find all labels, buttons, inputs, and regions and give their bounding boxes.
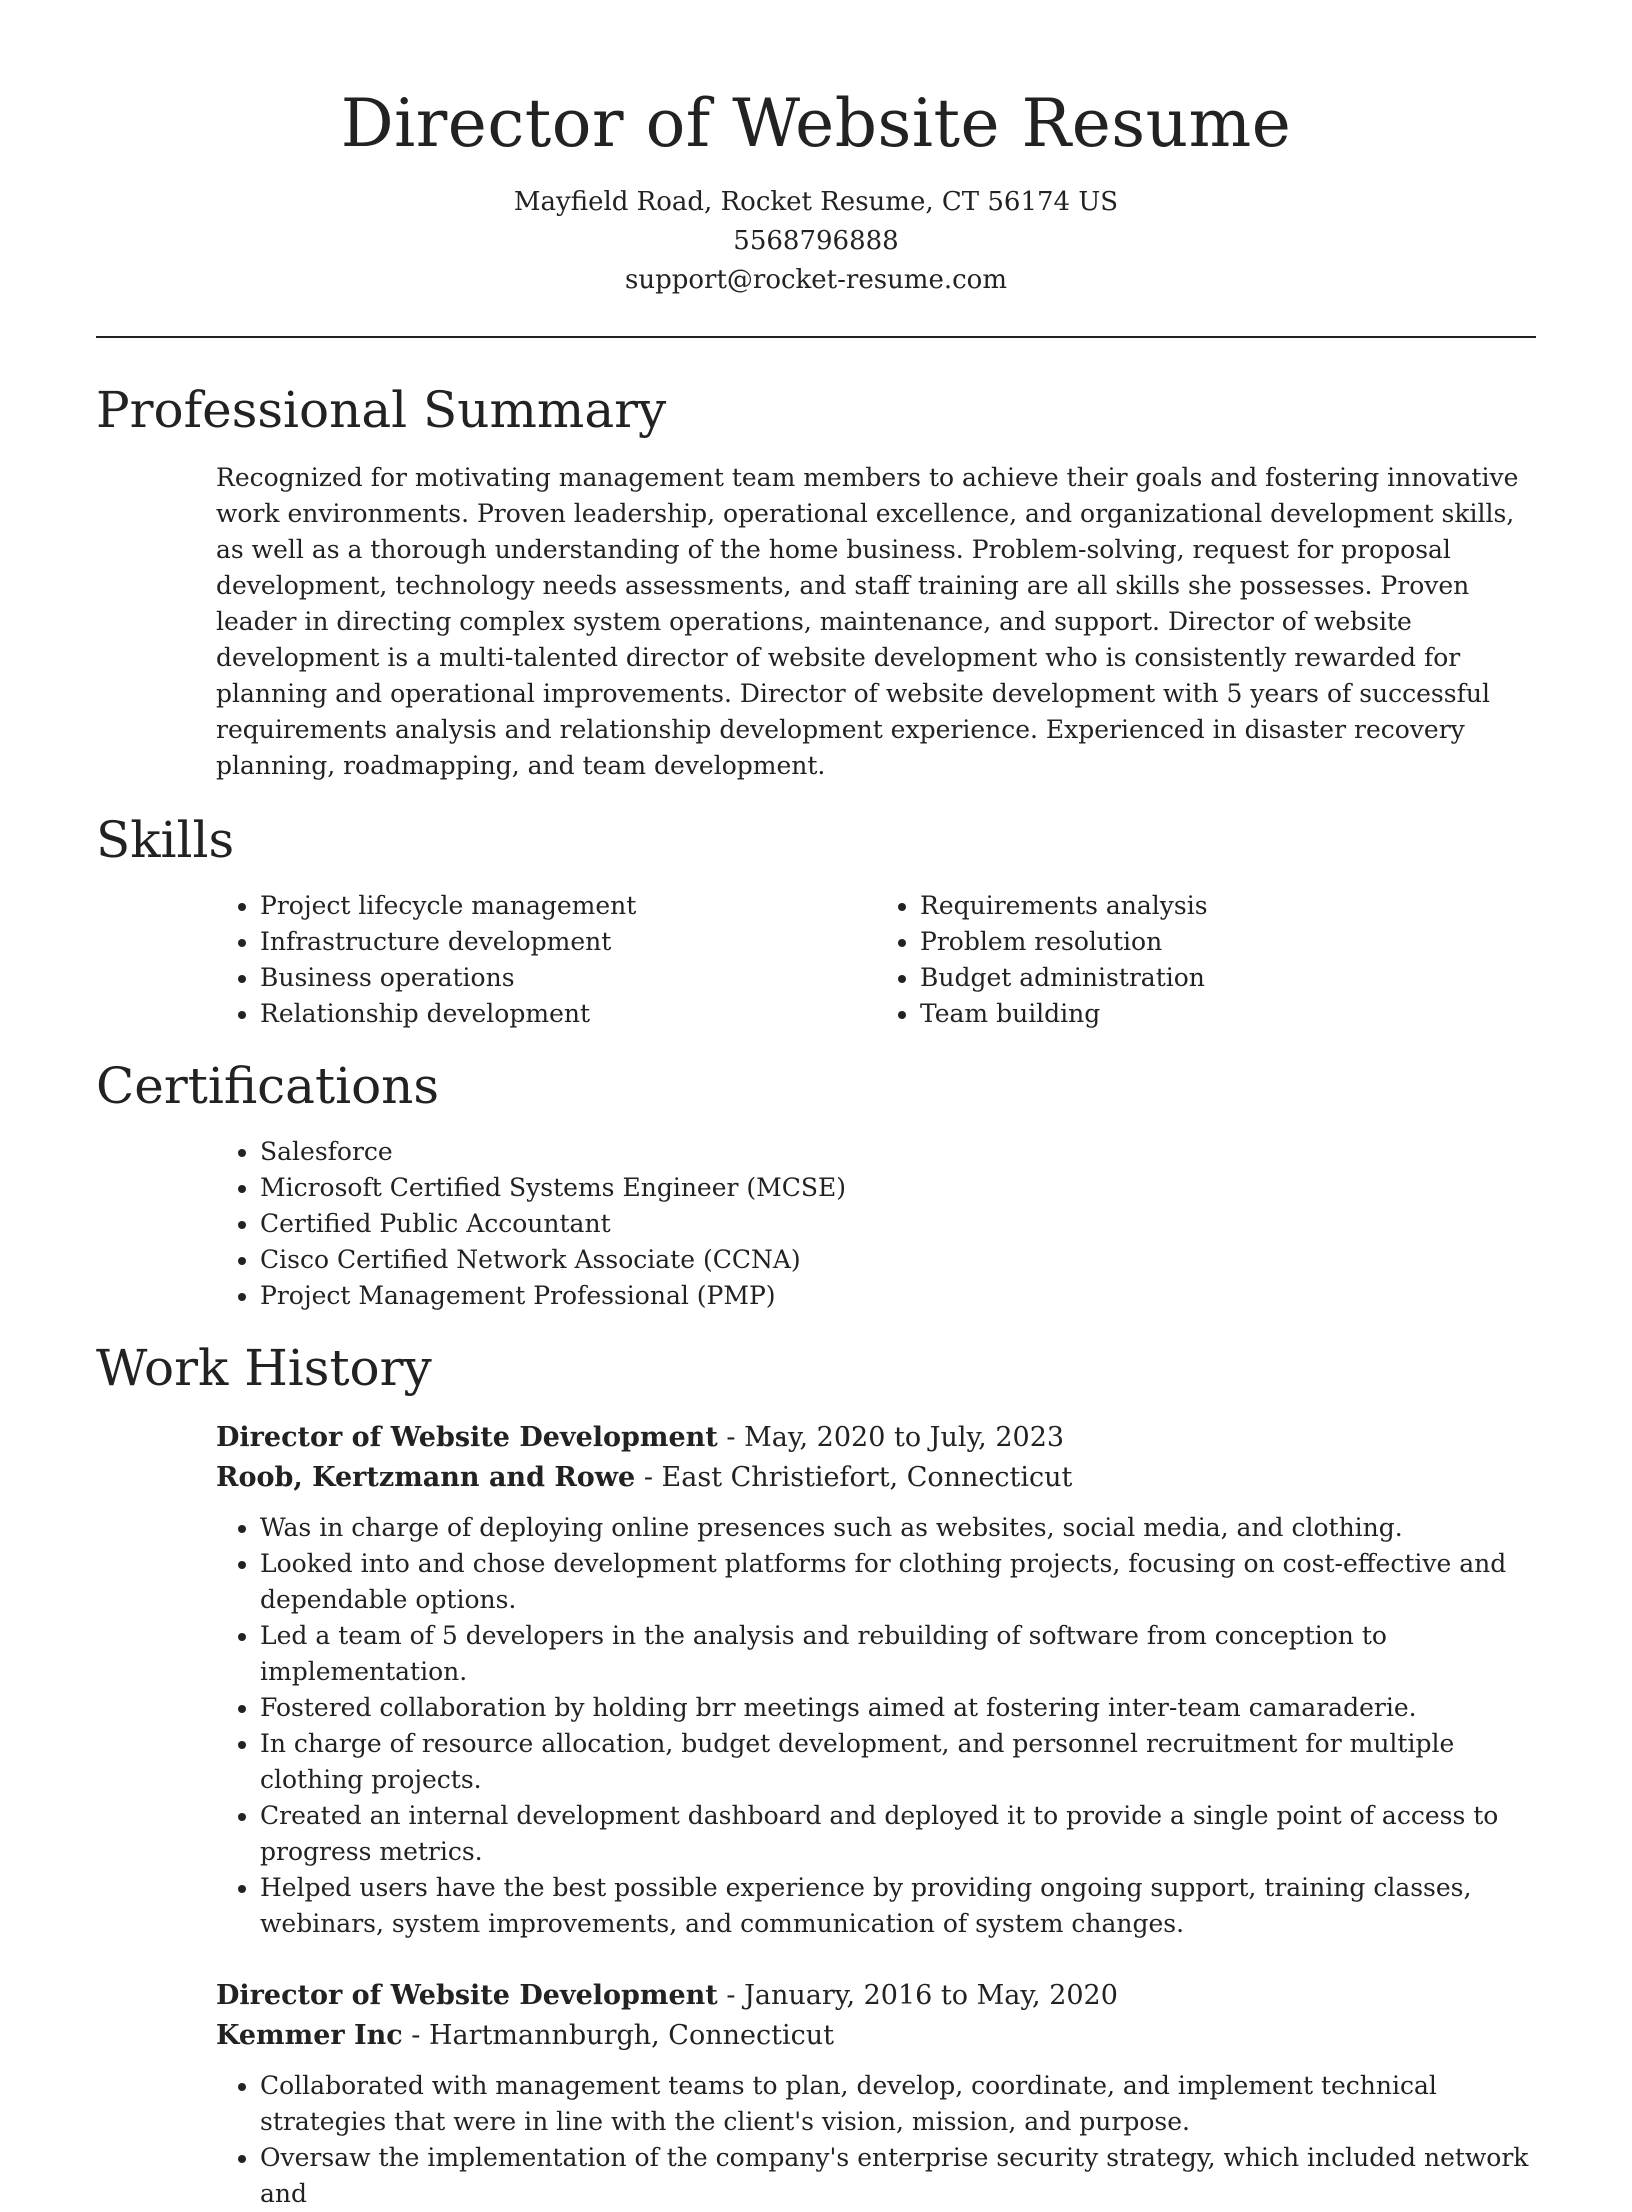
skill-item: • Team building: [920, 996, 1536, 1032]
certification-item: • Certified Public Accountant: [260, 1206, 1536, 1242]
job-separator: -: [411, 2020, 430, 2052]
skill-item: • Problem resolution: [920, 924, 1536, 960]
skills-section: [96, 810, 1536, 1032]
certifications-heading: Certifications: [96, 1057, 440, 1116]
resume-header: [96, 0, 1536, 300]
job-bullet: • Created an internal development dashboard and deployed it to provide a single point of access to progress metrics.: [260, 1798, 1536, 1870]
certifications-section: [96, 1056, 1536, 1314]
contact-address: Mayfield Road, Rocket Resume, CT 56174 US: [513, 187, 1119, 218]
certifications-list: [216, 1134, 1536, 1314]
skills-heading: Skills: [96, 811, 235, 870]
certification-item: • Salesforce: [260, 1134, 1536, 1170]
job-bullet: • Collaborated with management teams to plan, develop, coordinate, and implement technical strategies that were in line with the client's vision, mission, and purpose.: [260, 2068, 1536, 2140]
job-entry: [96, 1976, 1536, 2212]
skill-item: • Requirements analysis: [920, 888, 1536, 924]
skills-list-right: [876, 888, 1536, 1032]
work-history-section: [96, 1338, 1536, 2212]
skills-grid: [96, 888, 1536, 1032]
job-title-line: [216, 1418, 1536, 1458]
summary-section: [96, 380, 1536, 784]
job-company-line: [216, 1458, 1536, 1498]
job-company: Roob, Kertzmann and Rowe: [216, 1462, 636, 1494]
job-company-line: [216, 2016, 1536, 2056]
job-title-line: [216, 1976, 1536, 2016]
header-divider: [96, 336, 1536, 338]
certification-item: • Project Management Professional (PMP): [260, 1278, 1536, 1314]
job-bullet: • Was in charge of deploying online presences such as websites, social media, and clothing.: [260, 1510, 1536, 1546]
work-history-heading: Work History: [96, 1339, 432, 1398]
contact-phone: 5568796888: [733, 226, 899, 257]
summary-heading: Professional Summary: [96, 381, 667, 440]
job-dates: January, 2016 to May, 2020: [744, 1980, 1118, 2012]
job-separator: -: [643, 1462, 662, 1494]
resume-title: Director of Website Resume: [340, 85, 1292, 162]
job-location: Hartmannburgh, Connecticut: [429, 2020, 834, 2052]
certification-item: • Cisco Certified Network Associate (CCNA): [260, 1242, 1536, 1278]
skill-item: • Budget administration: [920, 960, 1536, 996]
job-bullet: • Oversaw the implementation of the company's enterprise security strategy, which included network and: [260, 2140, 1536, 2212]
job-bullet: • Fostered collaboration by holding brr meetings aimed at fostering inter-team camaraderie.: [260, 1690, 1536, 1726]
contact-email: support@rocket-resume.com: [624, 265, 1007, 296]
skills-list-left: [216, 888, 876, 1032]
job-bullet: • Looked into and chose development platforms for clothing projects, focusing on cost-effective and dependable options.: [260, 1546, 1536, 1618]
job-bullets: [216, 2068, 1536, 2212]
job-entry: [96, 1418, 1536, 1942]
certification-item: • Microsoft Certified Systems Engineer (MCSE): [260, 1170, 1536, 1206]
contact-block: [96, 183, 1536, 300]
job-position: Director of Website Development: [216, 1422, 718, 1454]
skill-item: • Business operations: [260, 960, 876, 996]
job-bullets: [216, 1510, 1536, 1942]
job-bullet: • Led a team of 5 developers in the analysis and rebuilding of software from conception to implementation.: [260, 1618, 1536, 1690]
job-separator: -: [726, 1422, 745, 1454]
job-bullet: • In charge of resource allocation, budget development, and personnel recruitment for multiple clothing projects.: [260, 1726, 1536, 1798]
job-position: Director of Website Development: [216, 1980, 718, 2012]
skill-item: • Project lifecycle management: [260, 888, 876, 924]
job-separator: -: [726, 1980, 745, 2012]
job-company: Kemmer Inc: [216, 2020, 403, 2052]
skill-item: • Relationship development: [260, 996, 876, 1032]
job-dates: May, 2020 to July, 2023: [744, 1422, 1065, 1454]
job-bullet: • Helped users have the best possible experience by providing ongoing support, training classes, webinars, system improvements, and communication of system changes.: [260, 1870, 1536, 1942]
skill-item: • Infrastructure development: [260, 924, 876, 960]
job-location: East Christiefort, Connecticut: [661, 1462, 1073, 1494]
summary-text: Recognized for motivating management team members to achieve their goals and fostering innovative work environments. Proven leadership, operational excellence, and organizational development skills, as well as a thorough understanding of the home business. Problem-solving, request for proposal development, technology needs assessments, and staff training are all skills she possesses. Proven leader in directing complex system operations, maintenance, and support. Director of website development is a multi-talented director of website development who is consistently rewarded for planning and operational improvements. Director of website development with 5 years of successful requirements analysis and relationship development experience. Experienced in disaster recovery planning, roadmapping, and team development.: [216, 463, 1519, 781]
